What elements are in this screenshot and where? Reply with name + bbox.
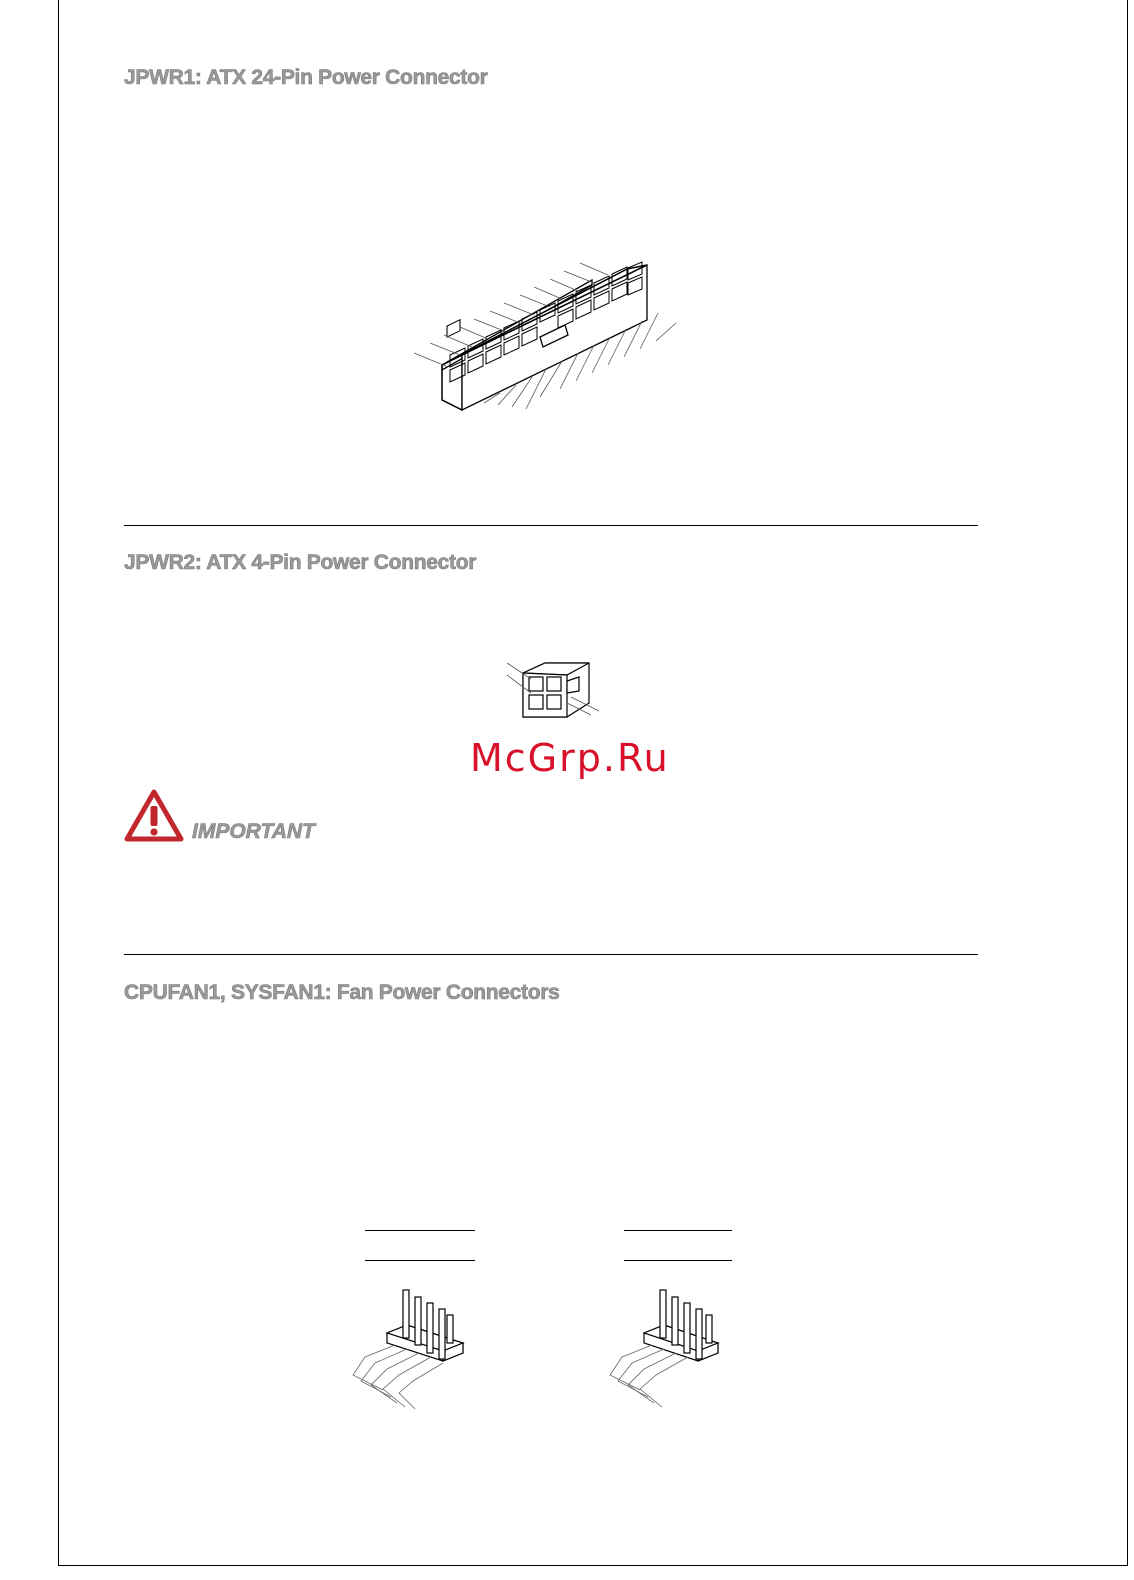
section-divider — [124, 525, 978, 526]
jpwr2-heading: JPWR2: ATX 4-Pin Power Connector — [124, 551, 477, 574]
atx-4pin-connector-diagram — [505, 645, 605, 725]
cpufan-connector-diagram — [335, 1285, 475, 1410]
section-divider — [124, 954, 978, 955]
cpufan-label-line — [365, 1230, 475, 1231]
sysfan-label-line — [624, 1230, 732, 1231]
atx-24pin-connector-diagram — [400, 255, 690, 425]
cpufan-label-line — [365, 1260, 475, 1261]
watermark-text: McGrp.Ru — [470, 736, 670, 780]
sysfan-label-line — [624, 1260, 732, 1261]
sysfan-connector-diagram — [592, 1285, 732, 1410]
warning-triangle-icon — [123, 788, 185, 844]
important-label: IMPORTANT — [192, 820, 315, 843]
fans-heading: CPUFAN1, SYSFAN1: Fan Power Connectors — [124, 981, 560, 1004]
jpwr1-heading: JPWR1: ATX 24-Pin Power Connector — [124, 66, 488, 89]
